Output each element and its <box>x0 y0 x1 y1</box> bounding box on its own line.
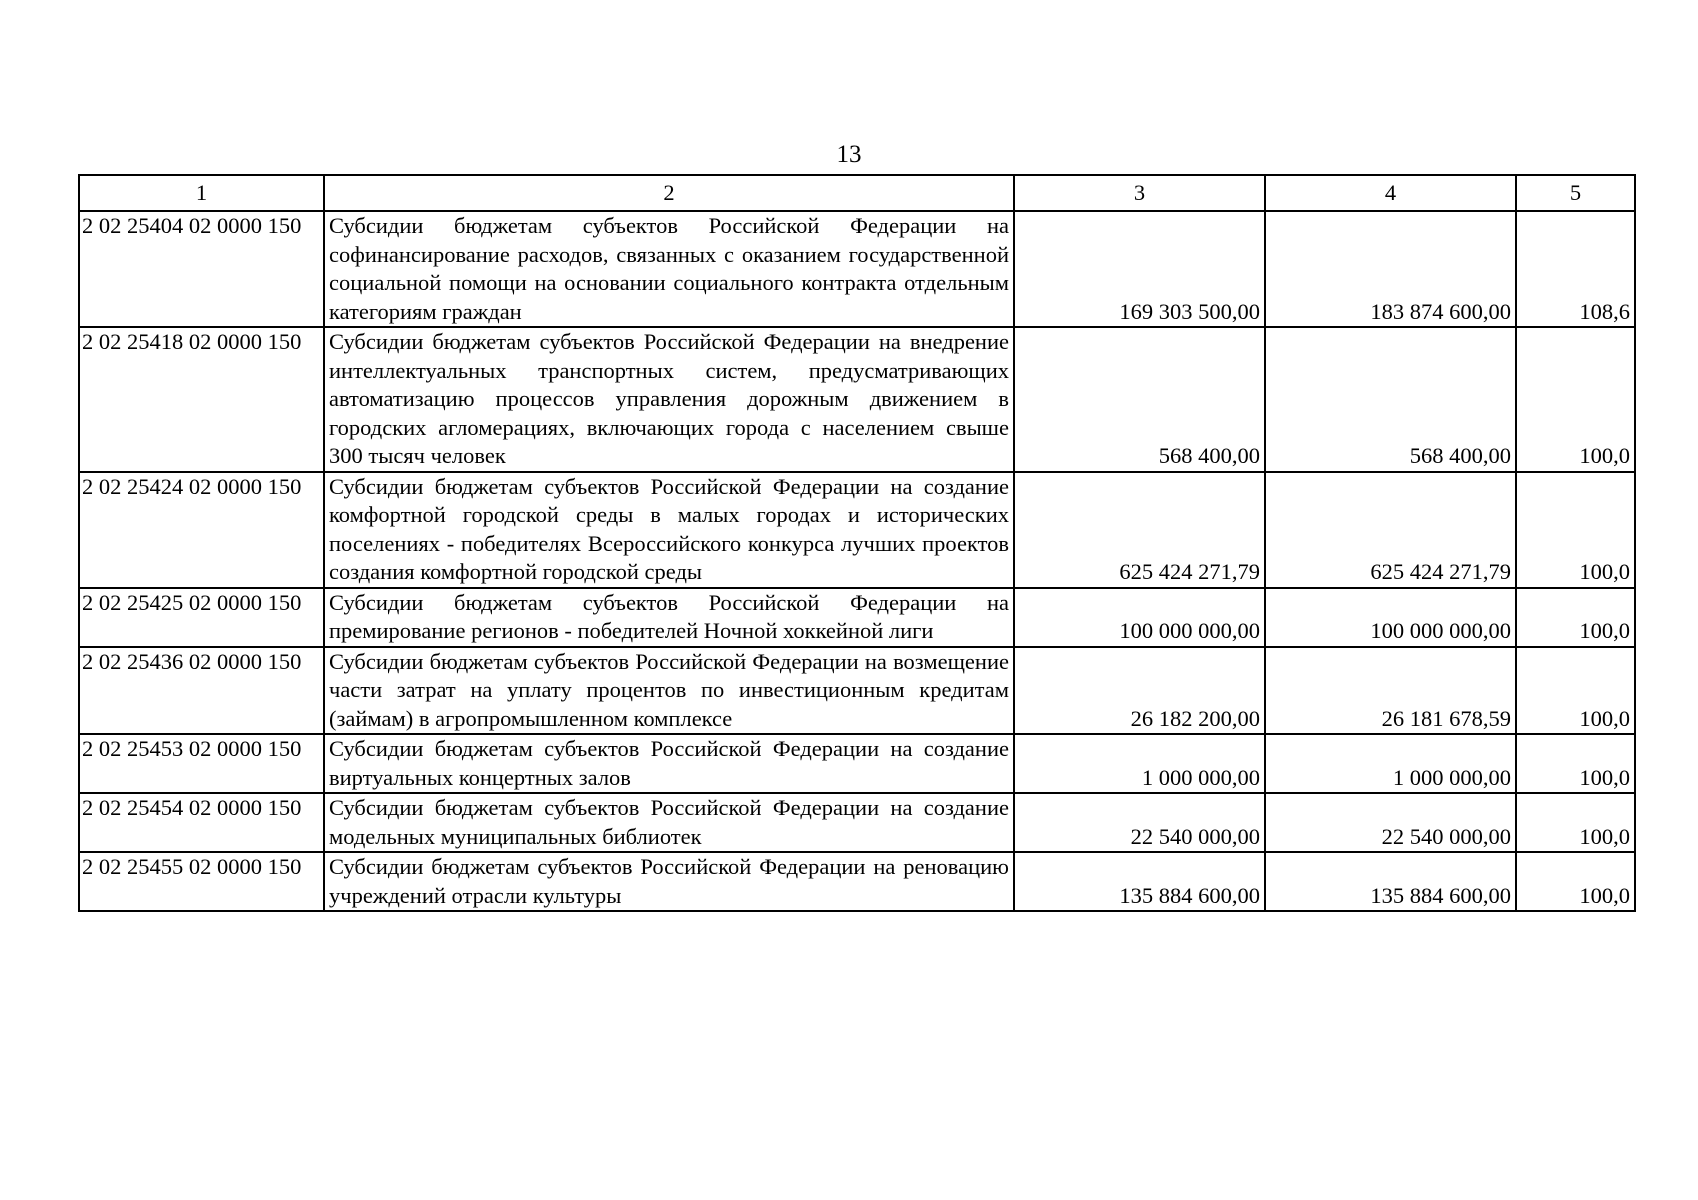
column-number-3: 3 <box>1014 175 1265 211</box>
income-description: Субсидии бюджетам субъектов Российской Федерации на создание виртуальных концертных залов <box>324 734 1014 793</box>
income-description: Субсидии бюджетам субъектов Российской Федерации на создание комфортной городской среды в малых городах и исторических поселениях - победителях Всероссийского конкурса лучших проектов создания комфортной городской среды <box>324 472 1014 588</box>
amount-column-4: 568 400,00 <box>1265 327 1516 472</box>
table-row <box>79 472 1635 588</box>
amount-column-3: 169 303 500,00 <box>1014 211 1265 327</box>
budget-table <box>78 174 1636 912</box>
table-row <box>79 327 1635 472</box>
amount-column-4: 1 000 000,00 <box>1265 734 1516 793</box>
amount-column-3: 26 182 200,00 <box>1014 647 1265 735</box>
column-number-1: 1 <box>79 175 324 211</box>
amount-column-4: 183 874 600,00 <box>1265 211 1516 327</box>
budget-code: 2 02 25404 02 0000 150 <box>79 211 324 327</box>
amount-column-4: 625 424 271,79 <box>1265 472 1516 588</box>
income-description: Субсидии бюджетам субъектов Российской Федерации на возмещение части затрат на уплату процентов по инвестиционным кредитам (займам) в агропромышленном комплексе <box>324 647 1014 735</box>
page-number: 13 <box>836 141 862 168</box>
budget-code: 2 02 25418 02 0000 150 <box>79 327 324 472</box>
table-header-row <box>79 175 1635 211</box>
amount-column-4: 135 884 600,00 <box>1265 852 1516 911</box>
amount-column-3: 625 424 271,79 <box>1014 472 1265 588</box>
budget-code: 2 02 25436 02 0000 150 <box>79 647 324 735</box>
table-row <box>79 793 1635 852</box>
amount-column-3: 568 400,00 <box>1014 327 1265 472</box>
income-description: Субсидии бюджетам субъектов Российской Федерации на создание модельных муниципальных библиотек <box>324 793 1014 852</box>
percent-column-5: 100,0 <box>1516 647 1635 735</box>
budget-code: 2 02 25424 02 0000 150 <box>79 472 324 588</box>
amount-column-4: 26 181 678,59 <box>1265 647 1516 735</box>
percent-column-5: 100,0 <box>1516 793 1635 852</box>
table-row <box>79 647 1635 735</box>
table-row <box>79 734 1635 793</box>
amount-column-4: 22 540 000,00 <box>1265 793 1516 852</box>
column-number-5: 5 <box>1516 175 1635 211</box>
table-row <box>79 211 1635 327</box>
percent-column-5: 100,0 <box>1516 327 1635 472</box>
amount-column-3: 1 000 000,00 <box>1014 734 1265 793</box>
percent-column-5: 108,6 <box>1516 211 1635 327</box>
percent-column-5: 100,0 <box>1516 852 1635 911</box>
amount-column-4: 100 000 000,00 <box>1265 588 1516 647</box>
table-row <box>79 852 1635 911</box>
budget-code: 2 02 25453 02 0000 150 <box>79 734 324 793</box>
income-description: Субсидии бюджетам субъектов Российской Федерации на внедрение интеллектуальных транспортных систем, предусматривающих автоматизацию процессов управления дорожным движением в городских агломерациях, включающих города с населением свыше 300 тысяч человек <box>324 327 1014 472</box>
income-description: Субсидии бюджетам субъектов Российской Федерации на софинансирование расходов, связанных с оказанием государственной социальной помощи на основании социального контракта отдельным категориям граждан <box>324 211 1014 327</box>
column-number-2: 2 <box>324 175 1014 211</box>
percent-column-5: 100,0 <box>1516 472 1635 588</box>
budget-code: 2 02 25455 02 0000 150 <box>79 852 324 911</box>
column-number-4: 4 <box>1265 175 1516 211</box>
amount-column-3: 100 000 000,00 <box>1014 588 1265 647</box>
budget-code: 2 02 25454 02 0000 150 <box>79 793 324 852</box>
income-description: Субсидии бюджетам субъектов Российской Федерации на премирование регионов - победителей Ночной хоккейной лиги <box>324 588 1014 647</box>
percent-column-5: 100,0 <box>1516 734 1635 793</box>
budget-code: 2 02 25425 02 0000 150 <box>79 588 324 647</box>
table-row <box>79 588 1635 647</box>
income-description: Субсидии бюджетам субъектов Российской Федерации на реновацию учреждений отрасли культуры <box>324 852 1014 911</box>
amount-column-3: 22 540 000,00 <box>1014 793 1265 852</box>
percent-column-5: 100,0 <box>1516 588 1635 647</box>
amount-column-3: 135 884 600,00 <box>1014 852 1265 911</box>
